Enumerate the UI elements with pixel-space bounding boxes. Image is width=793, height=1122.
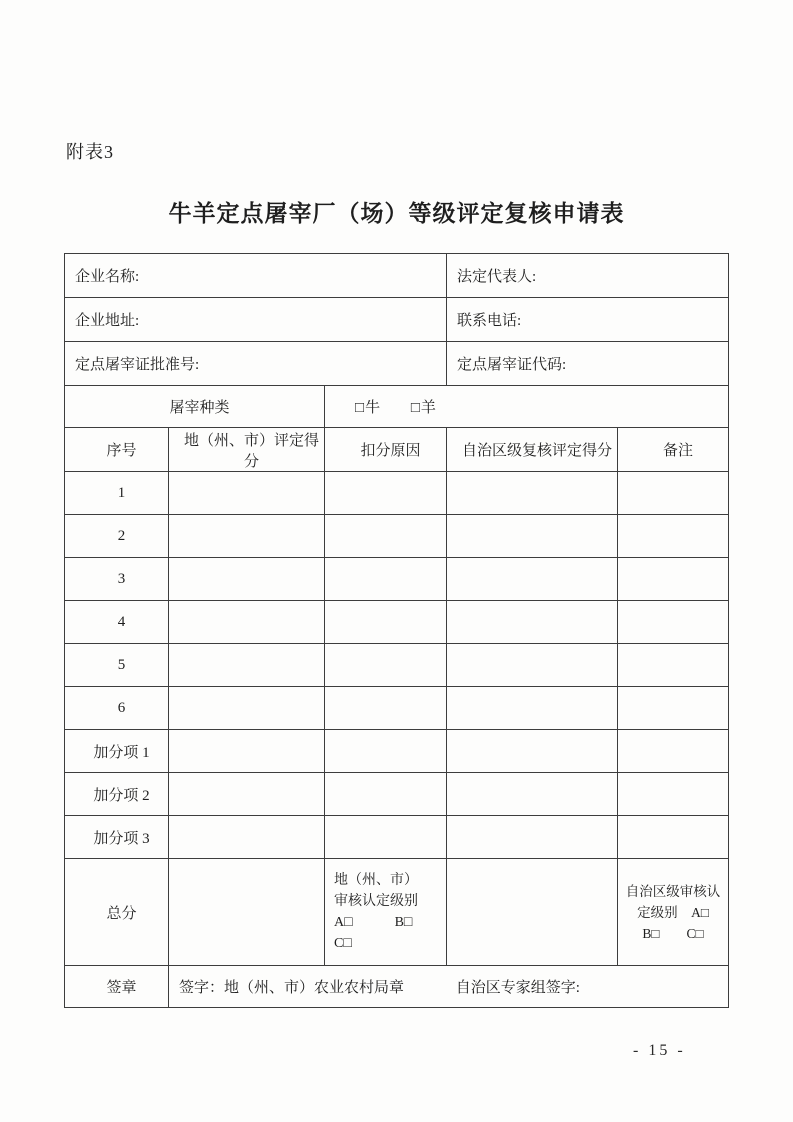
prefecture-score-cell xyxy=(169,472,325,515)
prefecture-grade-cell xyxy=(325,859,447,966)
region-review-score-cell xyxy=(447,773,618,816)
sheep-option-label: 羊 xyxy=(420,400,437,416)
bonus-row-2 xyxy=(65,773,729,816)
signature-row xyxy=(65,966,729,1008)
region-review-score-cell xyxy=(447,601,618,644)
cattle-option-label: 牛 xyxy=(365,400,382,416)
bonus-row-1 xyxy=(65,730,729,773)
contact-phone-label-cell: 联系电话: xyxy=(447,298,729,342)
score-row-5 xyxy=(65,644,729,687)
row-label-cell: 1 xyxy=(65,472,169,515)
species-type-label: 屠宰种类 xyxy=(65,386,325,428)
region-review-score-cell xyxy=(447,687,618,730)
remarks-cell xyxy=(618,730,729,773)
prefecture-score-cell xyxy=(169,816,325,859)
deduction-reason-cell xyxy=(325,515,447,558)
prefecture-score-cell xyxy=(169,773,325,816)
row-label-cell: 4 xyxy=(65,601,169,644)
prefecture-score-cell xyxy=(169,515,325,558)
region-expert-signature-text: 自治区专家组签字: xyxy=(455,980,580,996)
region-review-score-cell xyxy=(447,730,618,773)
slaughter-permit-approval-number-cell: 定点屠宰证批准号: xyxy=(65,342,447,386)
remarks-cell xyxy=(618,472,729,515)
deduction-reason-cell xyxy=(325,472,447,515)
region-grade-cell xyxy=(618,859,729,966)
cattle-checkbox-icon: □ xyxy=(355,400,366,416)
deduction-reason-cell xyxy=(325,816,447,859)
header-prefecture-score: 地（州、市）评定得分 xyxy=(169,428,325,472)
row-label-cell: 3 xyxy=(65,558,169,601)
deduction-reason-cell xyxy=(325,558,447,601)
application-form-table xyxy=(64,253,729,1008)
prefecture-score-cell xyxy=(169,558,325,601)
row-label-cell: 6 xyxy=(65,687,169,730)
sheep-option xyxy=(411,396,437,417)
prefecture-score-cell xyxy=(169,687,325,730)
header-serial-number: 序号 xyxy=(65,428,169,472)
region-review-score-cell xyxy=(447,472,618,515)
region-review-score-cell xyxy=(447,816,618,859)
row-label-cell: 加分项 2 xyxy=(65,773,169,816)
header-remarks: 备注 xyxy=(618,428,729,472)
region-review-score-cell xyxy=(447,558,618,601)
region-review-score-cell xyxy=(447,644,618,687)
deduction-reason-cell xyxy=(325,773,447,816)
deduction-reason-cell xyxy=(325,601,447,644)
cattle-option xyxy=(355,396,381,417)
prefecture-bureau-seal-text: 签字：地（州、市）农业农村局章 xyxy=(179,980,405,996)
row-label-cell: 加分项 3 xyxy=(65,816,169,859)
region-grade-line-3: B□ C□ xyxy=(642,925,704,941)
legal-representative-label-cell: 法定代表人: xyxy=(447,254,729,298)
prefecture-score-cell xyxy=(169,644,325,687)
score-table-header-row xyxy=(65,428,729,472)
sheep-checkbox-icon: □ xyxy=(410,400,421,416)
remarks-cell xyxy=(618,773,729,816)
deduction-reason-cell xyxy=(325,730,447,773)
row-label-cell: 5 xyxy=(65,644,169,687)
info-row-1 xyxy=(65,254,729,298)
header-region-review-score: 自治区级复核评定得分 xyxy=(447,428,618,472)
region-grade-line-1: 自治区级审核认 xyxy=(625,883,721,899)
header-deduction-reason: 扣分原因 xyxy=(325,428,447,472)
remarks-cell xyxy=(618,687,729,730)
company-address-label-cell: 企业地址: xyxy=(65,298,447,342)
score-row-1 xyxy=(65,472,729,515)
info-row-3 xyxy=(65,342,729,386)
info-row-2 xyxy=(65,298,729,342)
species-row xyxy=(65,386,729,428)
total-score-row xyxy=(65,859,729,966)
deduction-reason-cell xyxy=(325,687,447,730)
prefecture-grade-line-2: 审核认定级别 xyxy=(334,894,418,909)
prefecture-score-cell xyxy=(169,601,325,644)
row-label-cell: 加分项 1 xyxy=(65,730,169,773)
region-grade-line-2: 定级别 A□ xyxy=(637,904,709,920)
remarks-cell xyxy=(618,515,729,558)
remarks-cell xyxy=(618,601,729,644)
company-name-label-cell: 企业名称: xyxy=(65,254,447,298)
total-region-score-cell xyxy=(447,859,618,966)
species-options-cell xyxy=(325,386,729,428)
remarks-cell xyxy=(618,816,729,859)
deduction-reason-cell xyxy=(325,644,447,687)
region-review-score-cell xyxy=(447,515,618,558)
prefecture-grade-option-c: C□ xyxy=(334,936,352,951)
appendix-label: 附表3 xyxy=(66,142,114,162)
total-prefecture-score-cell xyxy=(169,859,325,966)
total-score-label: 总分 xyxy=(65,859,169,966)
page-number: - 15 - xyxy=(633,1042,686,1059)
remarks-cell xyxy=(618,644,729,687)
page-title: 牛羊定点屠宰厂（场）等级评定复核申请表 xyxy=(168,201,625,226)
score-row-4 xyxy=(65,601,729,644)
prefecture-grade-line-1: 地（州、市） xyxy=(334,873,418,888)
score-row-2 xyxy=(65,515,729,558)
prefecture-score-cell xyxy=(169,730,325,773)
signature-content-cell xyxy=(169,966,729,1008)
prefecture-grade-options-ab: A□ B□ xyxy=(334,915,413,930)
score-row-3 xyxy=(65,558,729,601)
signature-label: 签章 xyxy=(65,966,169,1008)
bonus-row-3 xyxy=(65,816,729,859)
row-label-cell: 2 xyxy=(65,515,169,558)
slaughter-permit-code-cell: 定点屠宰证代码: xyxy=(447,342,729,386)
score-row-6 xyxy=(65,687,729,730)
remarks-cell xyxy=(618,558,729,601)
